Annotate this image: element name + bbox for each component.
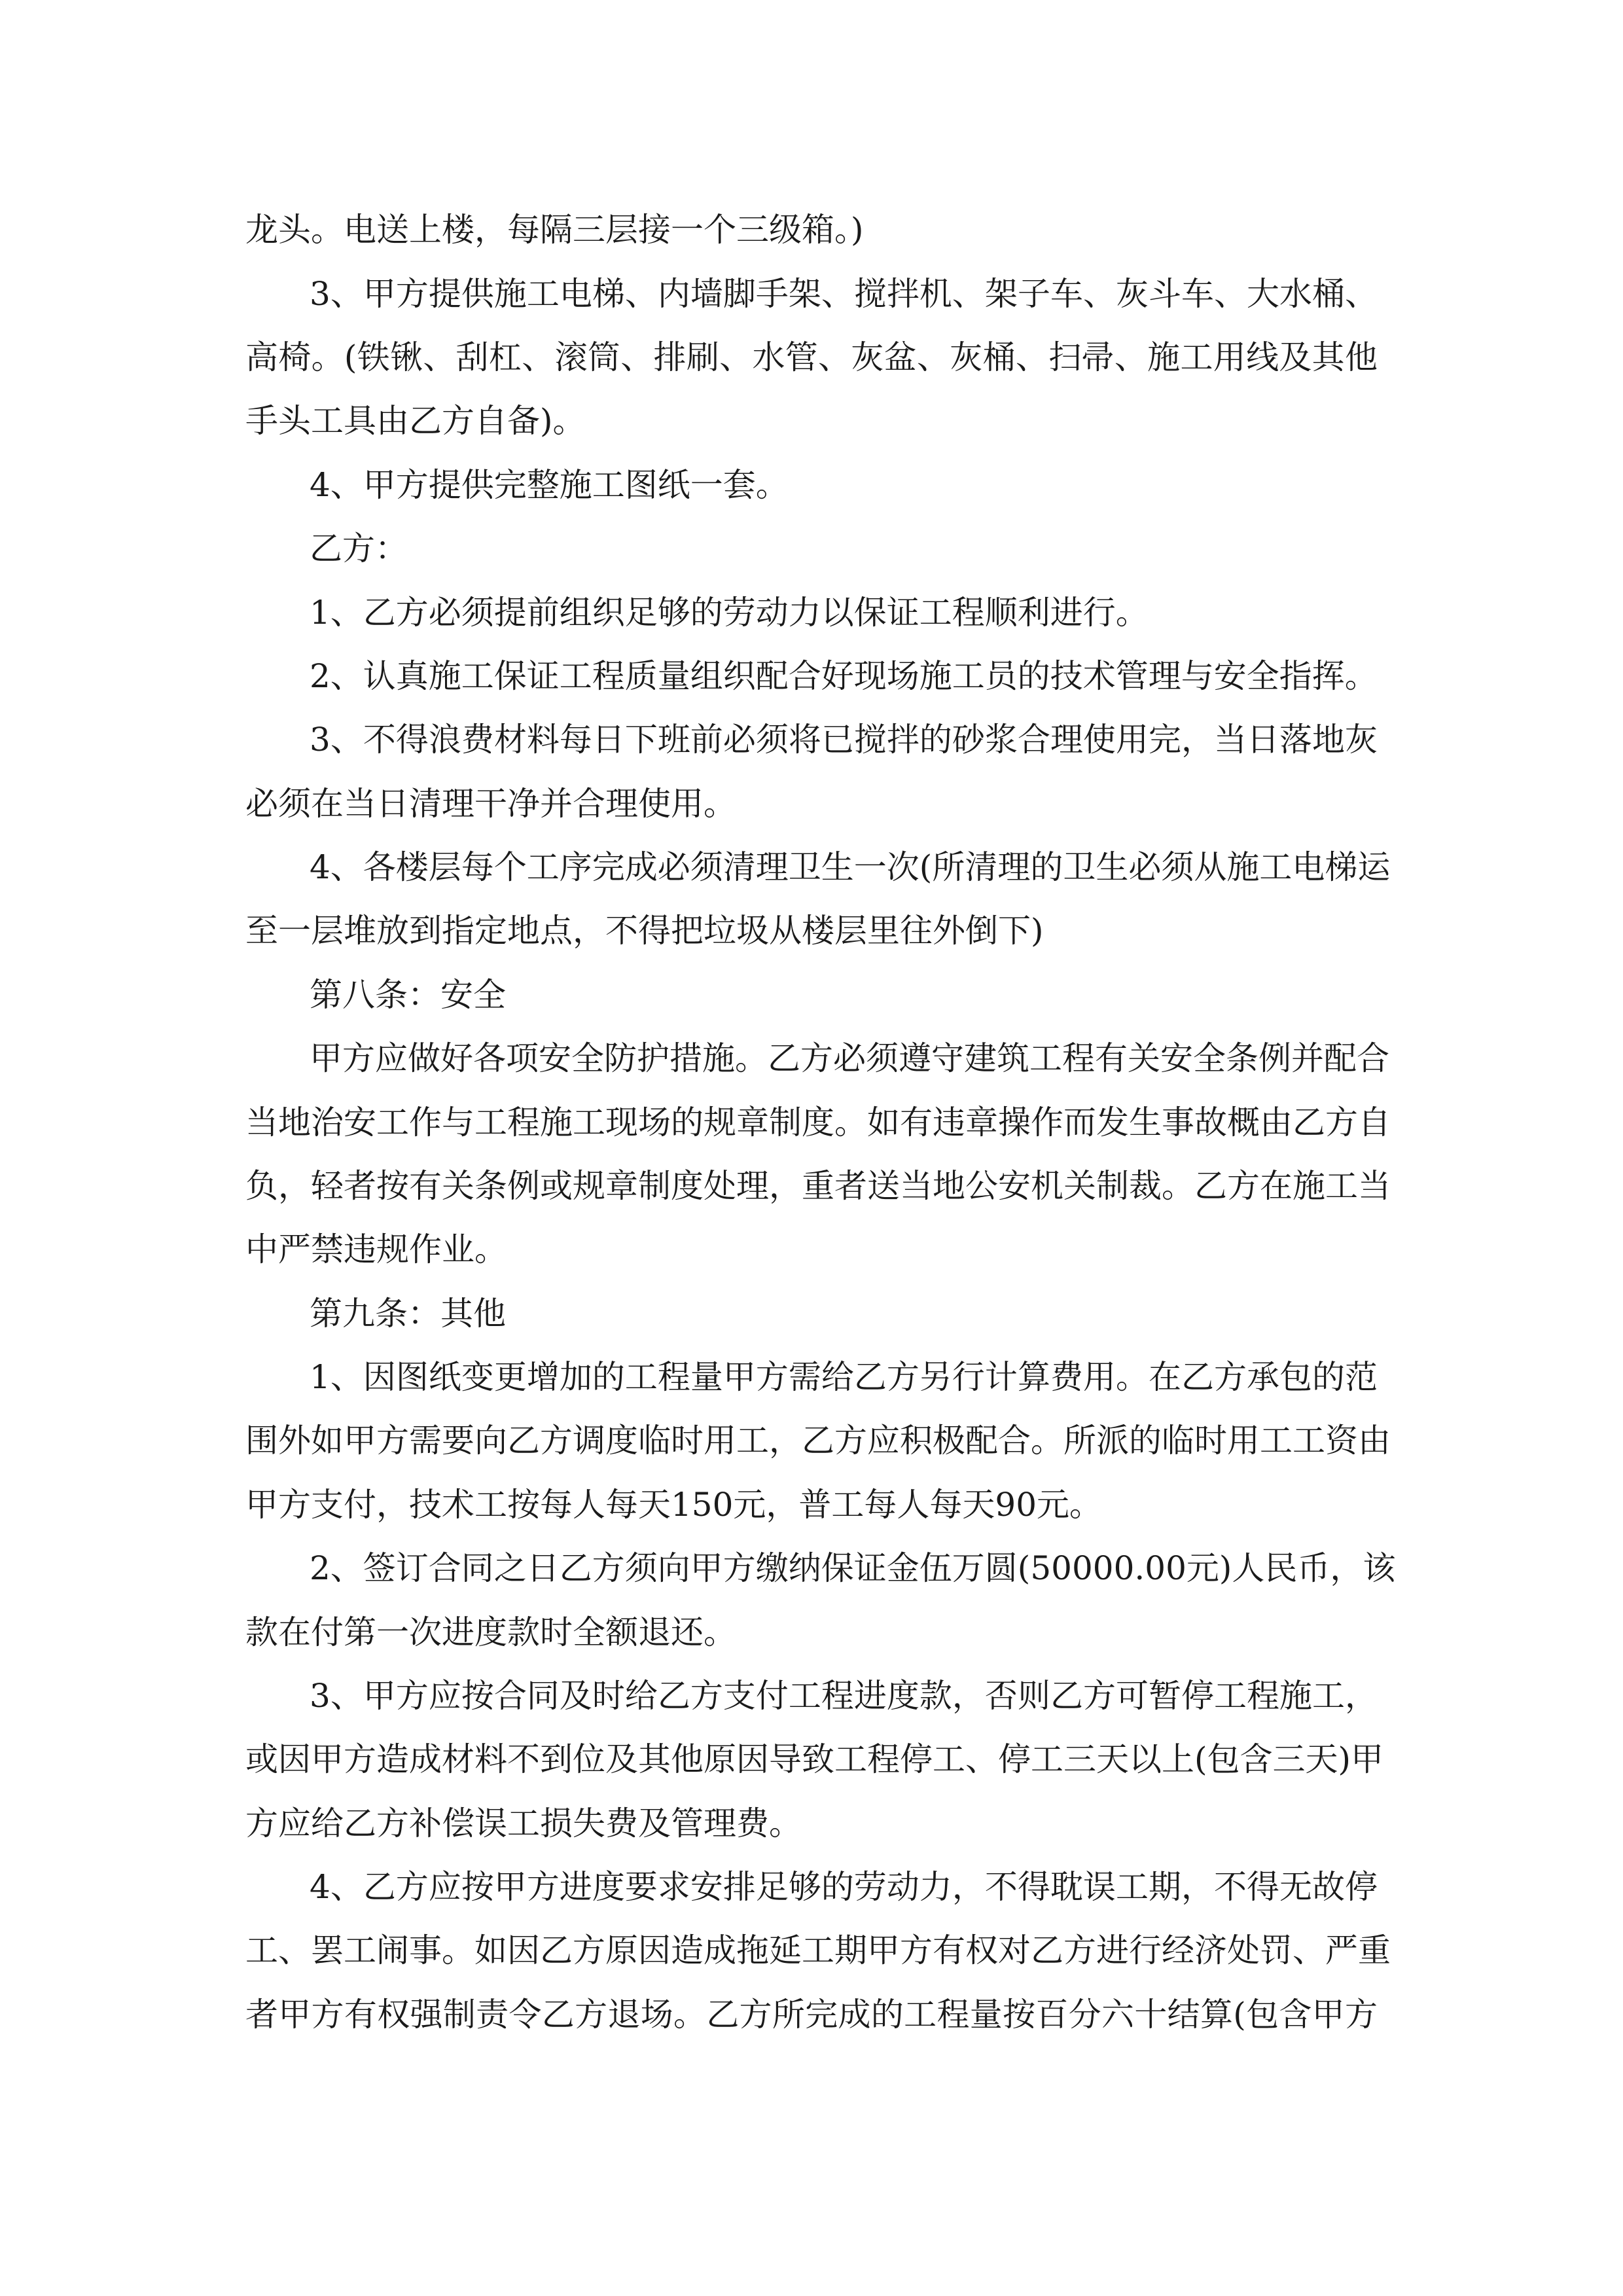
- text-line: 3、甲方提供施工电梯、内墙脚手架、搅拌机、架子车、灰斗车、大水桶、: [310, 275, 1378, 313]
- text-line: 1、因图纸变更增加的工程量甲方需给乙方另行计算费用。在乙方承包的范: [310, 1358, 1378, 1396]
- text-line: 负，轻者按有关条例或规章制度处理，重者送当地公安机关制裁。乙方在施工当: [245, 1167, 1391, 1205]
- section-heading: 乙方：: [310, 529, 408, 567]
- text-line: 2、签订合同之日乙方须向甲方缴纳保证金伍万圆(50000.00元)人民币，该: [310, 1549, 1396, 1587]
- text-line: 4、各楼层每个工序完成必须清理卫生一次(所清理的卫生必须从施工电梯运: [310, 848, 1391, 886]
- text-line: 4、乙方应按甲方进度要求安排足够的劳动力，不得耽误工期，不得无故停: [310, 1868, 1378, 1906]
- text-line: 3、不得浪费材料每日下班前必须将已搅拌的砂浆合理使用完，当日落地灰: [310, 721, 1378, 759]
- text-line: 或因甲方造成材料不到位及其他原因导致工程停工、停工三天以上(包含三天)甲: [245, 1740, 1384, 1778]
- text-line: 2、认真施工保证工程质量组织配合好现场施工员的技术管理与安全指挥。: [310, 657, 1378, 695]
- text-line: 当地治安工作与工程施工现场的规章制度。如有违章操作而发生事故概由乙方自: [245, 1103, 1391, 1141]
- text-line: 必须在当日清理干净并合理使用。: [245, 785, 736, 823]
- text-line: 款在付第一次进度款时全额退还。: [245, 1613, 736, 1651]
- text-line: 手头工具由乙方自备)。: [245, 402, 586, 440]
- text-line: 4、甲方提供完整施工图纸一套。: [310, 466, 789, 504]
- text-line: 高椅。(铁锹、刮杠、滚筒、排刷、水管、灰盆、灰桶、扫帚、施工用线及其他: [245, 338, 1378, 376]
- text-line: 甲方应做好各项安全防护措施。乙方必须遵守建筑工程有关安全条例并配合: [310, 1039, 1389, 1077]
- text-line: 工、罢工闹事。如因乙方原因造成拖延工期甲方有权对乙方进行经济处罚、严重: [245, 1931, 1391, 1969]
- text-line: 1、乙方必须提前组织足够的劳动力以保证工程顺利进行。: [310, 594, 1149, 632]
- text-line: 3、甲方应按合同及时给乙方支付工程进度款，否则乙方可暂停工程施工，: [310, 1677, 1378, 1715]
- text-line: 甲方支付，技术工按每人每天150元，普工每人每天90元。: [245, 1486, 1103, 1524]
- text-line: 龙头。电送上楼，每隔三层接一个三级箱。): [245, 211, 864, 249]
- text-line: 者甲方有权强制责令乙方退场。乙方所完成的工程量按百分六十结算(包含甲方: [245, 1996, 1378, 2034]
- text-line: 至一层堆放到指定地点，不得把垃圾从楼层里往外倒下): [245, 912, 1044, 950]
- text-line: 方应给乙方补偿误工损失费及管理费。: [245, 1804, 802, 1842]
- section-heading: 第八条：安全: [310, 976, 506, 1014]
- text-line: 围外如甲方需要向乙方调度临时用工，乙方应积极配合。所派的临时用工工资由: [245, 1422, 1391, 1460]
- text-line: 中严禁违规作业。: [245, 1230, 507, 1268]
- section-heading: 第九条：其他: [310, 1295, 506, 1333]
